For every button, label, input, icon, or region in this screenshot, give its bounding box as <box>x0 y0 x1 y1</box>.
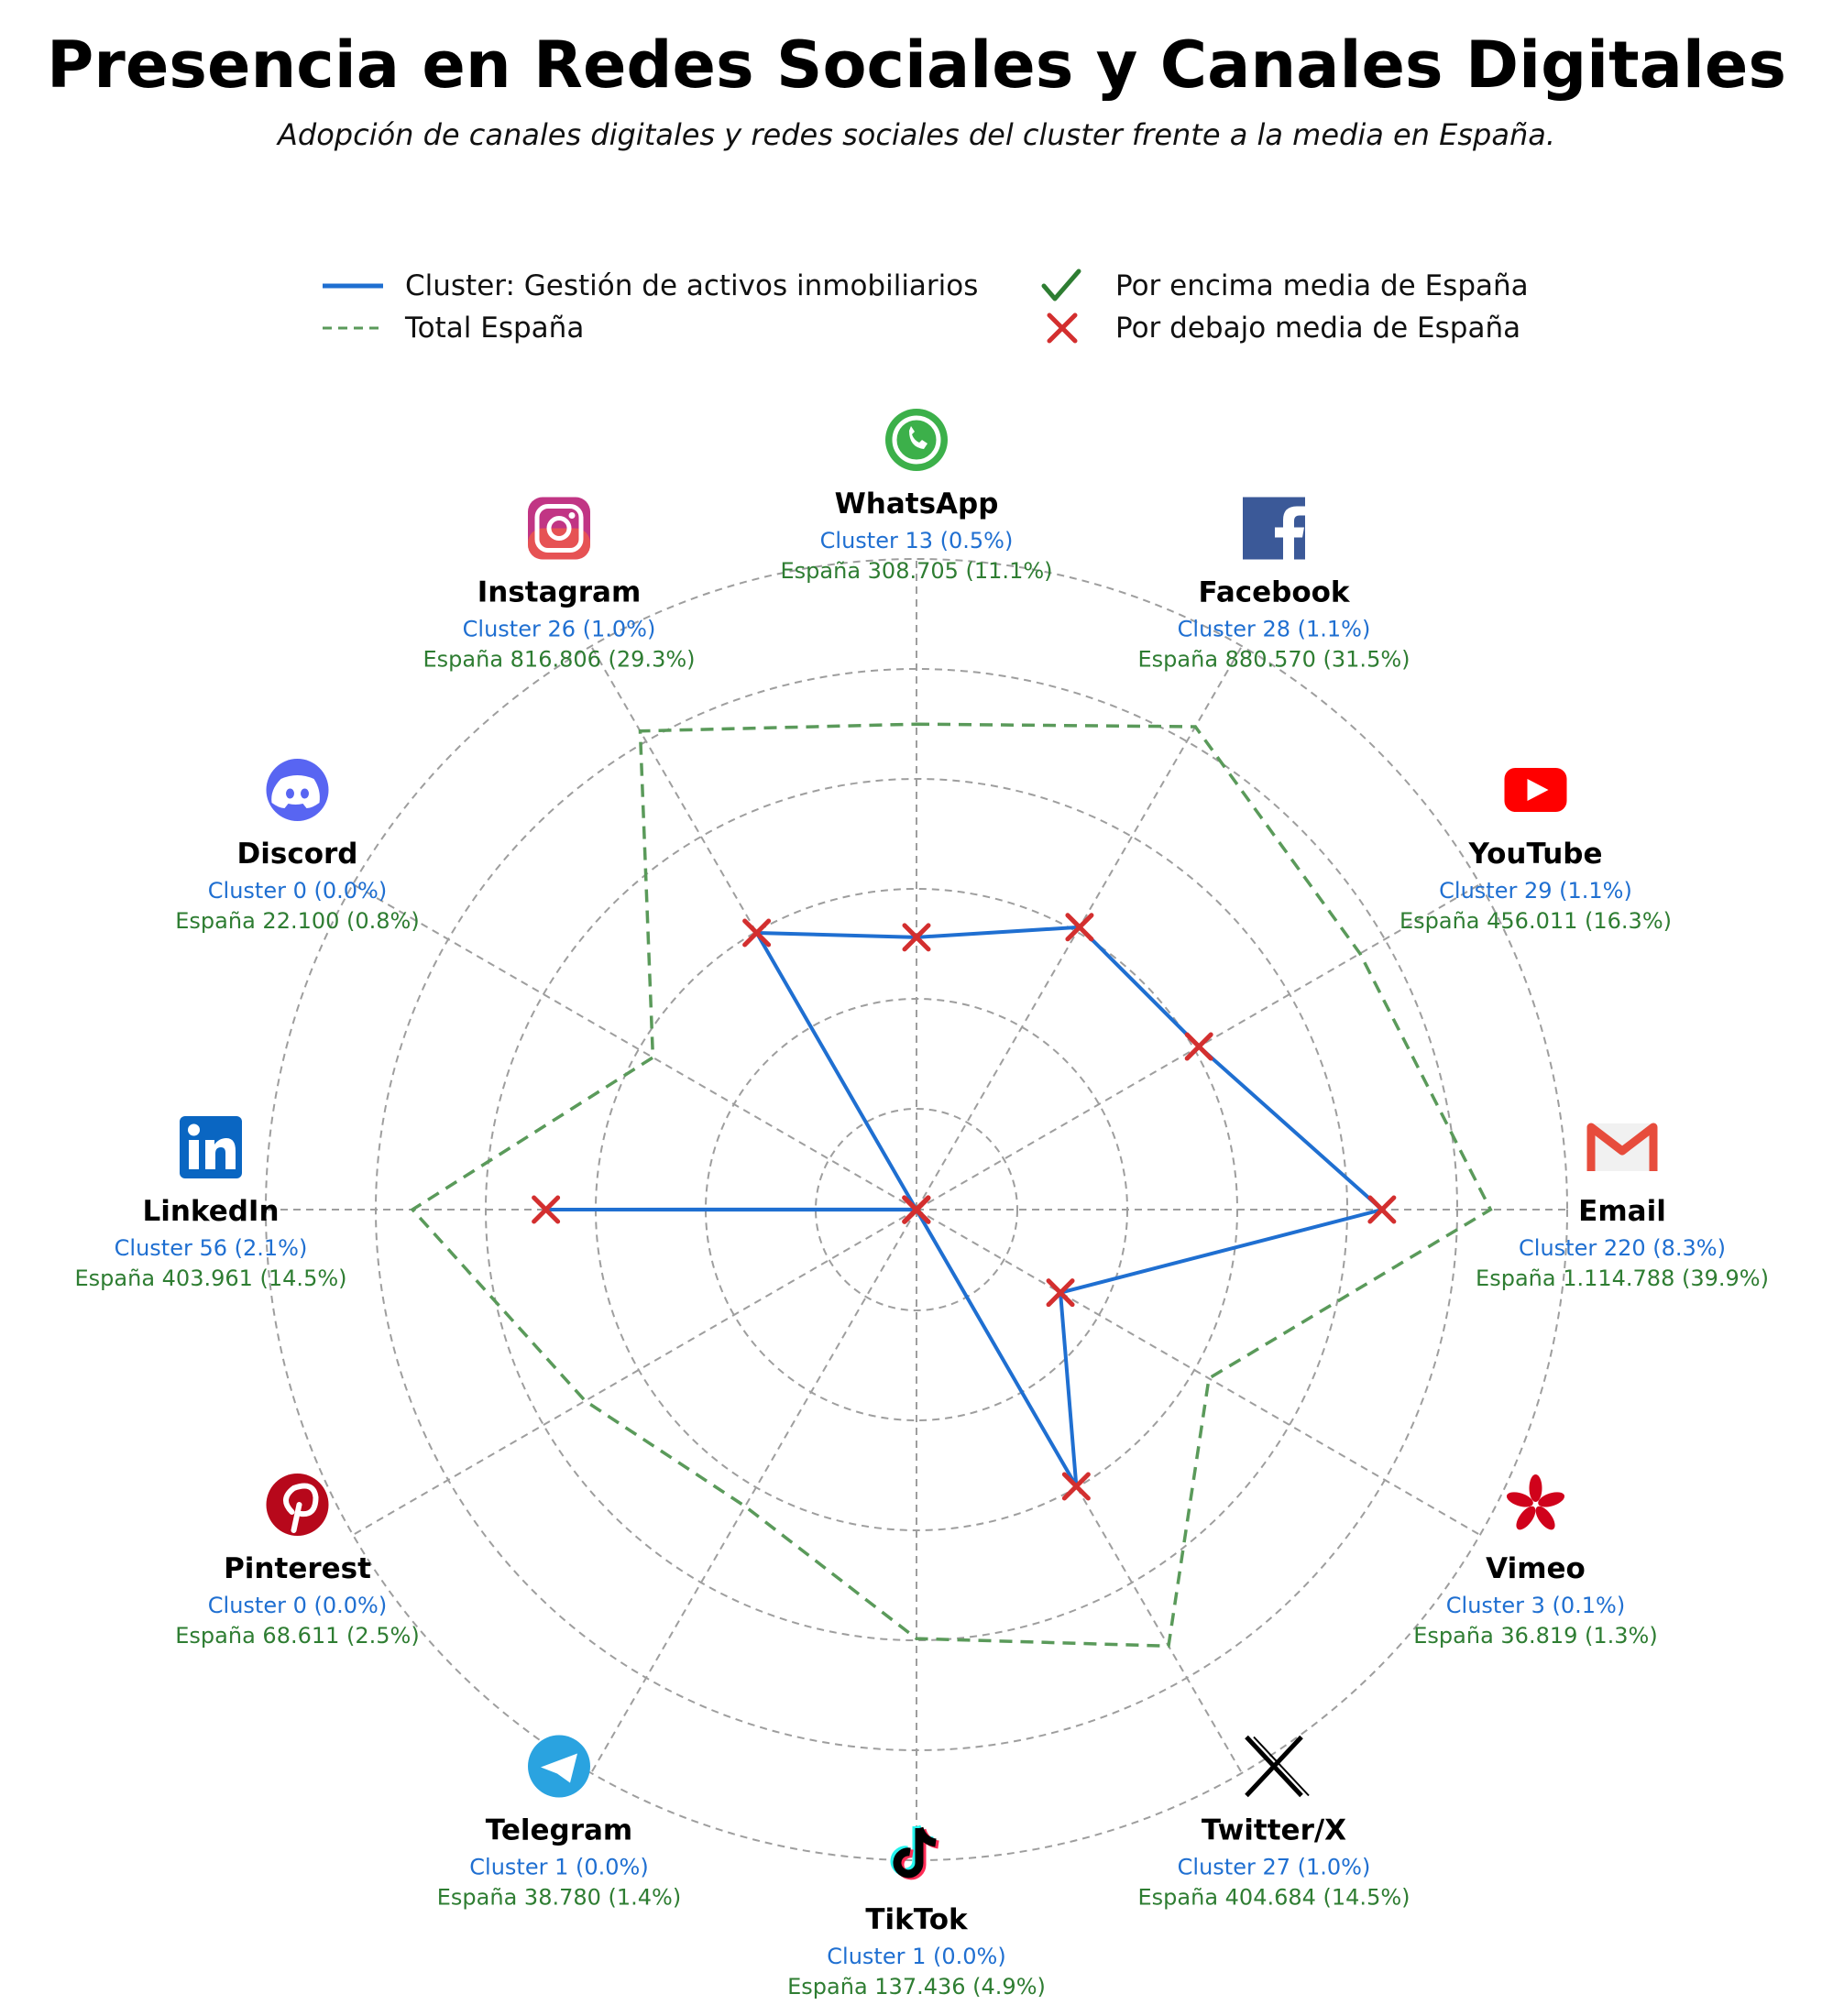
legend-label-above: Por encima media de España <box>1115 269 1529 302</box>
vimeo-icon <box>1505 1474 1566 1533</box>
channel-cluster-label: Cluster 28 (1.1%) <box>1177 616 1371 642</box>
legend-label-below: Por debajo media de España <box>1115 312 1521 345</box>
chart-title: Presencia en Redes Sociales y Canales Digitales <box>47 27 1786 103</box>
linkedin-icon <box>180 1116 242 1178</box>
label-group-pinterest <box>175 1474 419 1649</box>
discord-icon-part <box>286 789 294 799</box>
channel-name: Instagram <box>477 575 642 609</box>
marker-cross <box>1187 1035 1211 1058</box>
youtube-icon <box>1504 768 1566 812</box>
tiktok-icon <box>895 1826 938 1876</box>
channel-cluster-label: Cluster 0 (0.0%) <box>207 878 388 904</box>
channel-name: Email <box>1578 1195 1666 1228</box>
channel-spain-label: España 880.570 (31.5%) <box>1137 646 1410 673</box>
whatsapp-icon <box>885 409 948 471</box>
channel-name: Pinterest <box>224 1552 371 1585</box>
channel-cluster-label: Cluster 26 (1.0%) <box>462 616 656 642</box>
email-icon <box>1591 1123 1653 1171</box>
label-group-tiktok <box>787 1826 1046 2000</box>
channel-cluster-label: Cluster 27 (1.0%) <box>1177 1854 1371 1880</box>
channel-spain-label: España 1.114.788 (39.9%) <box>1476 1265 1769 1291</box>
series-cluster-line <box>546 927 1382 1486</box>
spoke-discord <box>353 884 916 1210</box>
legend-label-spain: Total España <box>405 312 585 345</box>
channel-spain-label: España 403.961 (14.5%) <box>74 1265 347 1291</box>
channel-name: Vimeo <box>1486 1552 1586 1585</box>
channel-cluster-label: Cluster 1 (0.0%) <box>469 1854 649 1880</box>
channel-name: WhatsApp <box>834 488 999 520</box>
channel-name: LinkedIn <box>142 1195 280 1228</box>
channel-spain-label: España 38.780 (1.4%) <box>436 1884 682 1911</box>
channel-name: Twitter/X <box>1201 1813 1347 1847</box>
discord-icon-part <box>301 789 309 799</box>
spoke-telegram <box>591 1210 916 1773</box>
label-group-facebook <box>1138 498 1410 673</box>
channel-name: Telegram <box>485 1813 633 1847</box>
label-group-vimeo <box>1413 1474 1657 1649</box>
linkedin-icon-part <box>189 1140 199 1169</box>
channel-cluster-label: Cluster 3 (0.1%) <box>1445 1593 1626 1618</box>
vimeo-icon-part <box>1529 1474 1542 1502</box>
label-group-linkedin <box>75 1116 347 1291</box>
label-group-email <box>1476 1123 1769 1291</box>
instagram-icon <box>528 498 590 560</box>
pinterest-icon <box>267 1474 329 1536</box>
channel-name: TikTok <box>865 1903 968 1936</box>
x-icon-part <box>1246 1737 1301 1795</box>
channel-cluster-label: Cluster 1 (0.0%) <box>827 1944 1006 1969</box>
channel-spain-label: España 308.705 (11.1%) <box>780 558 1053 584</box>
x-icon-part <box>1254 1737 1309 1795</box>
channel-name: YouTube <box>1468 838 1603 871</box>
channel-spain-label: España 456.011 (16.3%) <box>1399 908 1672 934</box>
vimeo-icon-part <box>1532 1503 1559 1532</box>
channel-spain-label: España 137.436 (4.9%) <box>787 1974 1046 2000</box>
label-group-telegram <box>437 1735 681 1910</box>
linkedin-icon-part <box>188 1124 200 1136</box>
spoke-pinterest <box>353 1210 916 1535</box>
marker-cross <box>1370 1198 1394 1222</box>
vimeo-icon-part <box>1512 1503 1539 1532</box>
channel-spain-label: España 816.806 (29.3%) <box>423 646 696 673</box>
channel-cluster-label: Cluster 220 (8.3%) <box>1519 1235 1726 1261</box>
facebook-icon <box>1243 498 1305 560</box>
channel-name: Discord <box>236 838 358 871</box>
discord-icon <box>267 759 329 821</box>
channel-spain-label: España 36.819 (1.3%) <box>1413 1623 1658 1649</box>
label-group-instagram <box>423 498 696 673</box>
telegram-icon <box>528 1735 590 1797</box>
chart-subtitle: Adopción de canales digitales y redes sociales del cluster frente a la media en España. <box>277 117 1555 152</box>
channel-cluster-label: Cluster 0 (0.0%) <box>207 1593 388 1618</box>
label-group-x <box>1138 1737 1410 1910</box>
channel-spain-label: España 68.611 (2.5%) <box>175 1623 420 1649</box>
channel-spain-label: España 22.100 (0.8%) <box>175 908 420 934</box>
legend-label-cluster: Cluster: Gestión de activos inmobiliarios <box>405 269 979 302</box>
label-group-discord <box>175 759 419 934</box>
x-icon <box>1246 1737 1309 1795</box>
marker-email <box>1370 1198 1394 1222</box>
channel-cluster-label: Cluster 13 (0.5%) <box>819 528 1014 553</box>
marker-youtube <box>1187 1035 1211 1058</box>
label-group-youtube <box>1399 768 1672 934</box>
channel-cluster-label: Cluster 29 (1.1%) <box>1439 878 1632 904</box>
channel-cluster-label: Cluster 56 (2.1%) <box>114 1235 308 1261</box>
series-spain-line <box>412 724 1490 1646</box>
instagram-icon-part <box>569 512 576 519</box>
channel-spain-label: España 404.684 (14.5%) <box>1137 1884 1410 1911</box>
label-group-whatsapp <box>781 409 1053 584</box>
channel-name: Facebook <box>1198 575 1350 609</box>
